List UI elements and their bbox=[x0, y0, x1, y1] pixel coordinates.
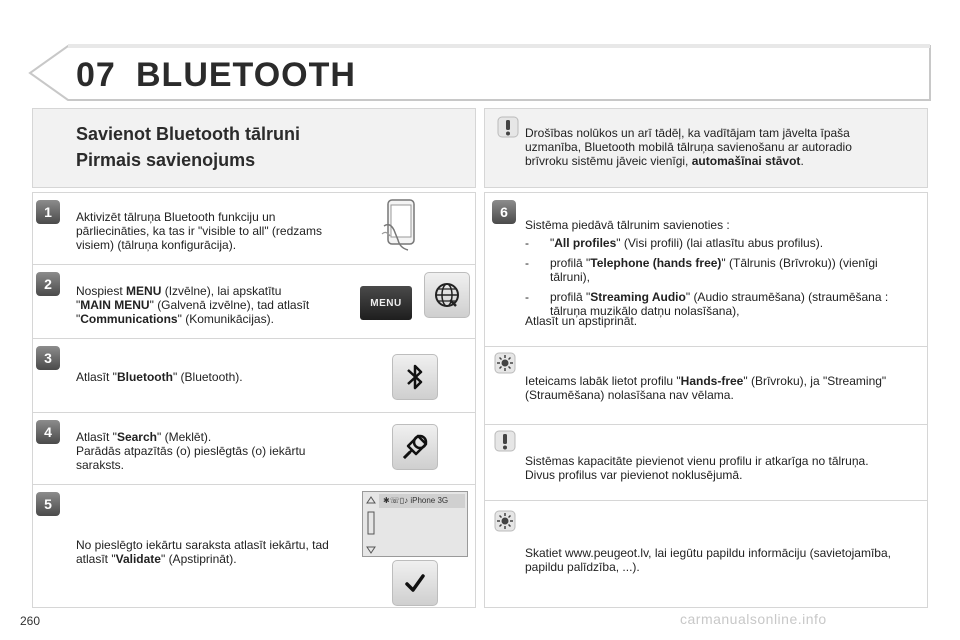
scroll-arrows-icon bbox=[365, 494, 377, 556]
step-1-text: Aktivizēt tālruņa Bluetooth funkciju un pārliecināties, ka tas ir "visible to all" (redzams visiem) (tālruņa konfigurācija). bbox=[76, 210, 322, 252]
step-6-badge: 6 bbox=[492, 200, 516, 224]
profile-option-streaming: profilā "Streaming Audio" (Audio straumēšana) (straumēšana : tālruņa muzikālo datņu nolasīšana), bbox=[550, 290, 889, 318]
chapter-title: BLUETOOTH bbox=[136, 56, 356, 94]
section-subtitle: Pirmais savienojums bbox=[76, 150, 256, 170]
menu-button-icon: MENU bbox=[360, 286, 412, 320]
panel-divider bbox=[484, 424, 928, 425]
list-bullet: - bbox=[525, 256, 529, 270]
profile-capacity-note: Sistēmas kapacitāte pievienot vienu profilu ir atkarīga no tālruņa. Divus profilus var pievienot noklusējumā. bbox=[525, 454, 869, 482]
step-5-badge: 5 bbox=[36, 492, 60, 516]
step-4-badge: 4 bbox=[36, 420, 60, 444]
bluetooth-icon bbox=[392, 354, 438, 400]
left-title-panel bbox=[32, 108, 476, 188]
chapter-number: 07 bbox=[76, 56, 116, 94]
safety-warning-text: Drošības nolūkos un arī tādēļ, ka vadītājam tam jāvelta īpaša uzmanība, Bluetooth mobilā tālruņa savienošanu ar autoradio brīvroku sistēmu jāveic vienīgi, automašīnai stāvot. bbox=[525, 126, 852, 168]
checkmark-icon bbox=[392, 560, 438, 606]
step-1-badge: 1 bbox=[36, 200, 60, 224]
step-3-badge: 3 bbox=[36, 346, 60, 370]
step-divider bbox=[32, 264, 476, 265]
search-device-icon bbox=[392, 424, 438, 470]
step-divider bbox=[32, 338, 476, 339]
warning-icon bbox=[497, 116, 519, 138]
list-bullet: - bbox=[525, 236, 529, 250]
hands-free-tip-text: Ieteicams labāk lietot profilu "Hands-free" (Brīvroku), ja "Streaming" (Straumēšana) nolasīšana nav vēlama. bbox=[525, 374, 887, 402]
list-bullet: - bbox=[525, 290, 529, 304]
device-list-screen bbox=[362, 491, 468, 557]
phone-status-icons: ✱☏▯♪ bbox=[383, 496, 411, 505]
step-3-text: Atlasīt "Bluetooth" (Bluetooth). bbox=[76, 370, 243, 384]
tip-icon bbox=[494, 510, 516, 532]
more-info-tip-text: Skatiet www.peugeot.lv, lai iegūtu papildu informāciju (savietojamība, papildu palīdzība, ...). bbox=[525, 546, 891, 574]
step-divider bbox=[32, 484, 476, 485]
panel-divider bbox=[484, 500, 928, 501]
profile-option-all: "All profiles" (Visi profili) (lai atlasītu abus profilus). bbox=[550, 236, 824, 250]
step-2-badge: 2 bbox=[36, 272, 60, 296]
section-title: Savienot Bluetooth tālruni bbox=[76, 124, 301, 144]
step-5-text: No pieslēgto iekārtu saraksta atlasīt iekārtu, tad atlasīt "Validate" (Apstiprināt). bbox=[76, 538, 329, 566]
watermark: carmanualsonline.info bbox=[680, 611, 827, 627]
selected-device-row: ✱☏▯♪ iPhone 3G bbox=[379, 494, 465, 508]
warning-icon bbox=[494, 430, 516, 452]
panel-divider bbox=[484, 346, 928, 347]
step-divider bbox=[32, 412, 476, 413]
tip-icon bbox=[494, 352, 516, 374]
step-2-text: Nospiest MENU (Izvēlne), lai apskatītu "MAIN MENU" (Galvenā izvēlne), tad atlasīt "Communications" (Komunikācijas). bbox=[76, 284, 310, 326]
step-6-intro: Sistēma piedāvā tālrunim savienoties : bbox=[525, 218, 730, 232]
globe-icon bbox=[424, 272, 470, 318]
step-6-outro: Atlasīt un apstiprināt. bbox=[525, 314, 638, 328]
profile-option-telephone: profilā "Telephone (hands free)" (Tālrunis (Brīvroku)) (vienīgi tālruni), bbox=[550, 256, 878, 284]
phone-touch-icon bbox=[380, 196, 430, 254]
step-4-text: Atlasīt "Search" (Meklēt). Parādās atpazītās (o) pieslēgtās (o) iekārtu saraksts. bbox=[76, 430, 306, 472]
page-number: 260 bbox=[20, 614, 41, 628]
